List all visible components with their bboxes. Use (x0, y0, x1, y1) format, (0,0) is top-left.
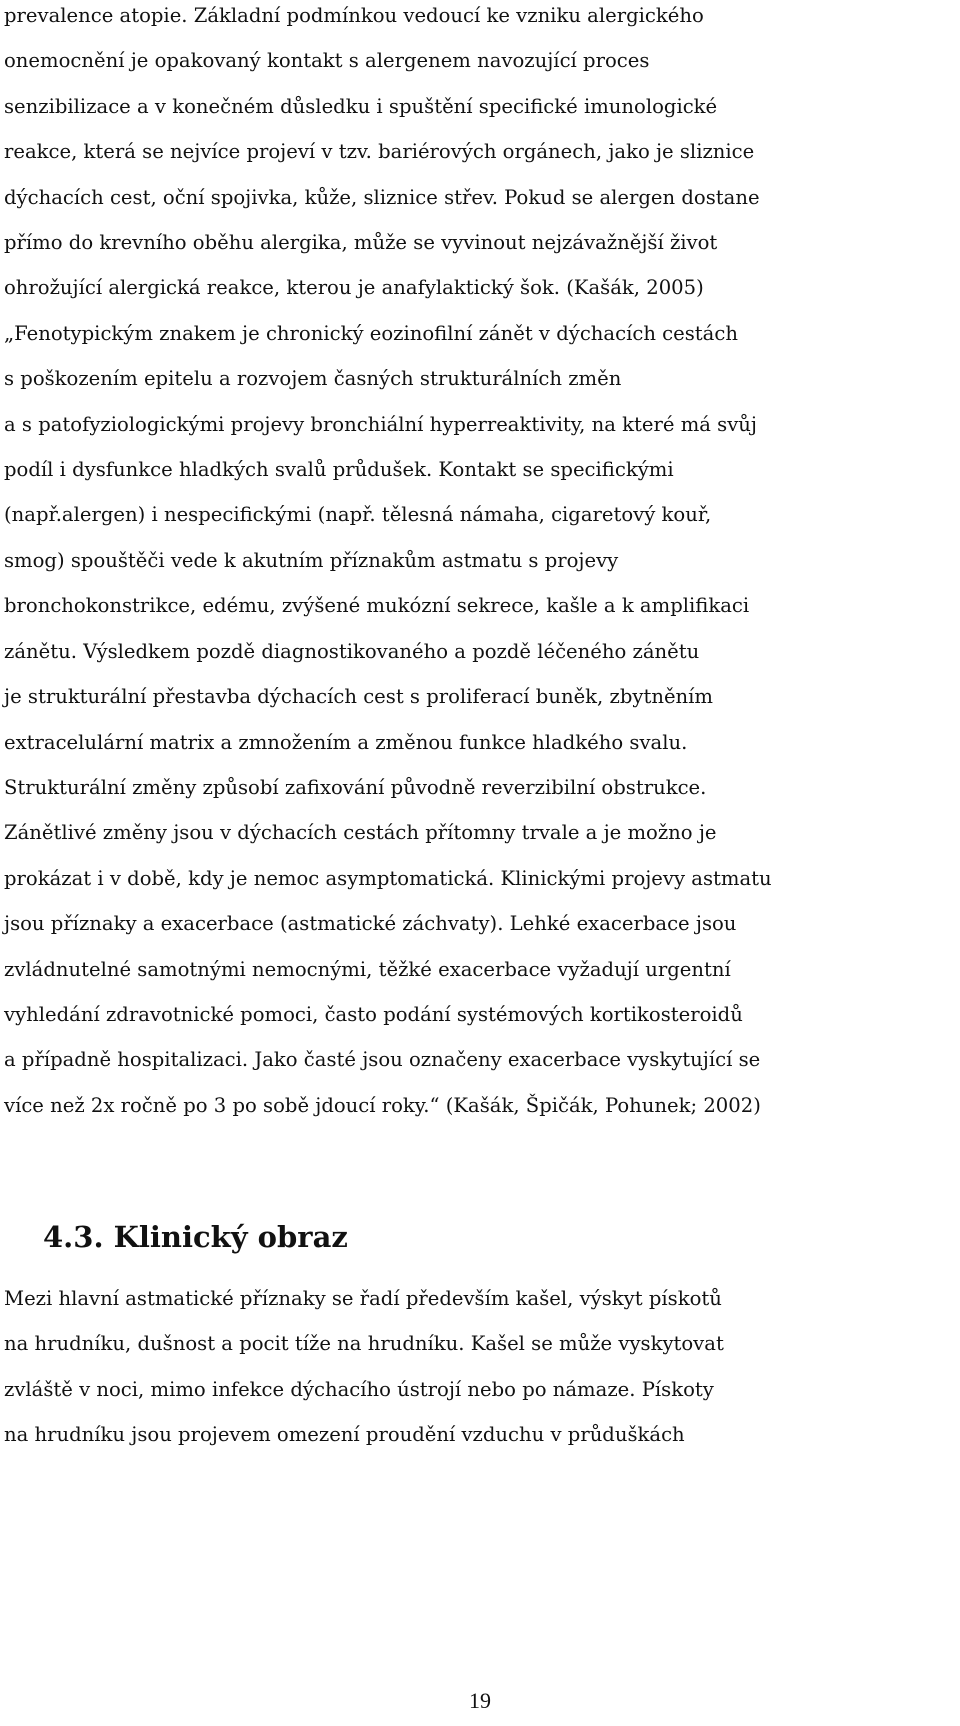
page-number: 19 (469, 1688, 491, 1713)
text-line: prevalence atopie. Základní podmínkou vedoucí ke vzniku alergického (4, 4, 704, 27)
text-line: senzibilizace a v konečném důsledku i spuštění specifické imunologické (4, 94, 718, 118)
text-line: zánětu. Výsledkem pozdě diagnostikovaného a pozdě léčeného zánětu (4, 639, 700, 663)
text-line: zvládnutelné samotnými nemocnými, těžké exacerbace vyžadují urgentní (4, 957, 731, 981)
paragraph-clinical-picture (4, 1276, 954, 1458)
text-line: onemocnění je opakovaný kontakt s alergenem navozující proces (4, 49, 650, 73)
text-line: na hrudníku, dušnost a pocit tíže na hrudníku. Kašel se může vyskytovat (4, 1332, 724, 1356)
text-line: smog) spouštěči vede k akutním příznakům astmatu s projevy (4, 548, 619, 572)
text-line: a případně hospitalizaci. Jako časté jsou označeny exacerbace vyskytující se (4, 1048, 761, 1072)
text-line: „Fenotypickým znakem je chronický eozinofilní zánět v dýchacích cestách (4, 321, 738, 345)
text-line: dýchacích cest, oční spojivka, kůže, sliznice střev. Pokud se alergen dostane (4, 185, 760, 209)
text-line: více než 2x ročně po 3 po sobě jdoucí roky.“ (Kašák, Špičák, Pohunek; 2002) (4, 1093, 761, 1117)
text-line: je strukturální přestavba dýchacích cest s proliferací buněk, zbytněním (4, 685, 714, 709)
text-line: prokázat i v době, kdy je nemoc asymptomatická. Klinickými projevy astmatu (4, 866, 772, 890)
text-line: ohrožující alergická reakce, kterou je anafylaktický šok. (Kašák, 2005) (4, 276, 704, 300)
text-line: Mezi hlavní astmatické příznaky se řadí především kašel, výskyt pískotů (4, 1287, 722, 1310)
text-line: bronchokonstrikce, edému, zvýšené mukózní sekrece, kašle a k amplifikaci (4, 594, 750, 618)
text-line: přímo do krevního oběhu alergika, může se vyvinout nejzávažnější život (4, 231, 718, 255)
paragraph-allergy-asthma (4, 0, 954, 1128)
text-line: Zánětlivé změny jsou v dýchacích cestách přítomny trvale a je možno je (4, 821, 717, 845)
text-line: a s patofyziologickými projevy bronchiální hyperreaktivity, na které má svůj (4, 412, 757, 436)
text-line: s poškozením epitelu a rozvojem časných strukturálních změn (4, 367, 622, 391)
text-line: extracelulární matrix a zmnožením a změnou funkce hladkého svalu. (4, 730, 688, 754)
text-line: na hrudníku jsou projevem omezení proudění vzduchu v průduškách (4, 1423, 685, 1447)
text-line: reakce, která se nejvíce projeví v tzv. bariérových orgánech, jako je sliznice (4, 140, 755, 164)
text-line: zvláště v noci, mimo infekce dýchacího ústrojí nebo po námaze. Pískoty (4, 1377, 714, 1401)
text-line: jsou příznaky a exacerbace (astmatické záchvaty). Lehké exacerbace jsou (4, 912, 737, 936)
text-line: podíl i dysfunkce hladkých svalů průdušek. Kontakt se specifickými (4, 458, 674, 482)
text-line: Strukturální změny způsobí zafixování původně reverzibilní obstrukce. (4, 775, 707, 799)
section-heading: 4.3. Klinický obraz (43, 1220, 348, 1254)
text-line: (např.alergen) i nespecifickými (např. tělesná námaha, cigaretový kouř, (4, 503, 712, 527)
text-line: vyhledání zdravotnické pomoci, často podání systémových kortikosteroidů (4, 1002, 743, 1026)
